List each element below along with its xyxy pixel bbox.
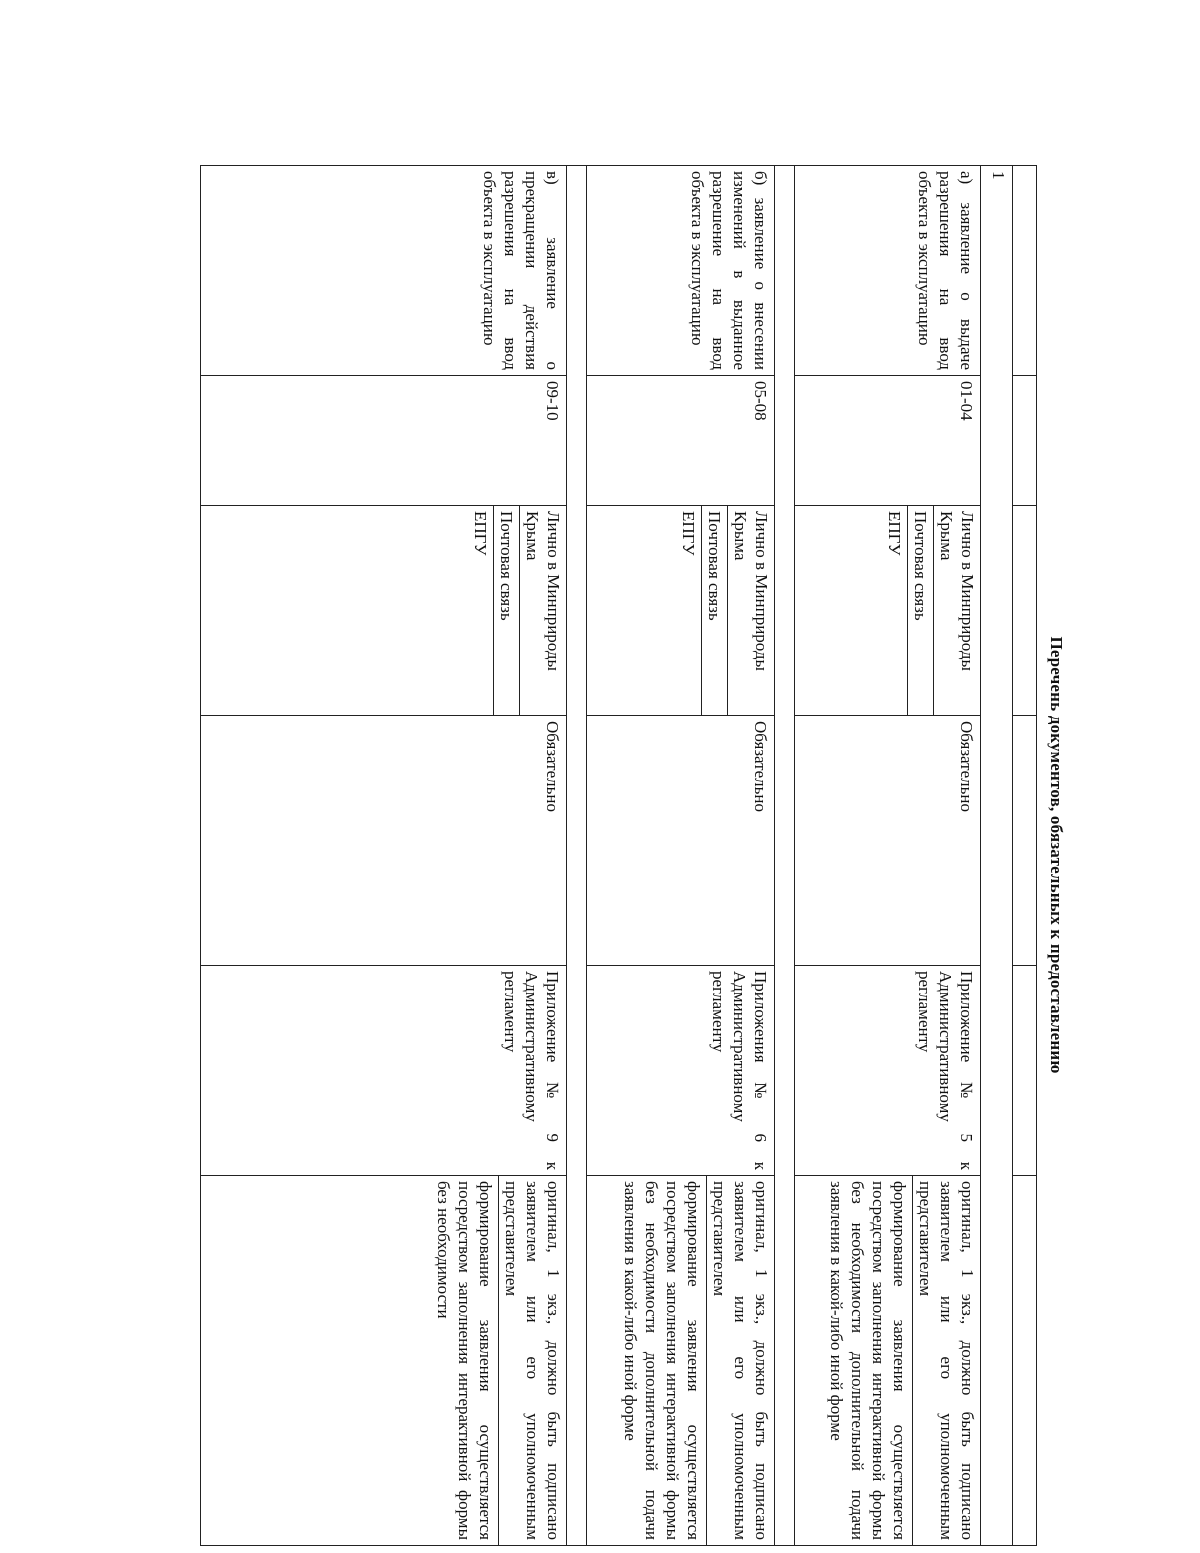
document-name-cell: б) заявление о внесении изменений в выданное разрешение на ввод объекта в эксплуатацию	[587, 166, 775, 376]
channel-item: Лично в Минприроды Крыма	[519, 506, 566, 715]
requirement-text: оригинал, 1 экз., должно быть подписано заявителем или его уполномоченным представителем	[912, 1176, 980, 1545]
requirement-text: формирование заявления осуществляется посредством заполнения интерактивной формы без необходимости дополнительной подачи заявления в какой-либо иной форме	[621, 1181, 703, 1540]
document-name-cell: а) заявление о выдаче разрешения на ввод объекта в эксплуатацию	[795, 166, 981, 376]
requirements-cell	[795, 1176, 981, 1546]
form-reference-cell: Приложение № 5 к Административному регламенту	[795, 966, 981, 1176]
table-row	[201, 166, 567, 1546]
requirement-text: оригинал, 1 экз., должно быть подписано заявителем или его уполномоченным представителем	[706, 1176, 774, 1545]
channel-item: ЕПГУ	[679, 511, 698, 556]
documents-table	[200, 165, 1037, 1546]
requirement-text: формирование заявления осуществляется посредством заполнения интерактивной формы без необходимости	[434, 1181, 495, 1540]
table-row	[775, 166, 795, 1546]
codes-cell: 01-04	[795, 376, 981, 506]
requirement-text: формирование заявления осуществляется посредством заполнения интерактивной формы без необходимости дополнительной подачи заявления в какой-либо иной форме	[827, 1181, 909, 1540]
channel-item: Почтовая связь	[701, 506, 727, 715]
rotated-page	[200, 165, 1075, 1545]
form-reference-cell: Приложение № 9 к Административному регламенту	[201, 966, 567, 1176]
table-row	[567, 166, 587, 1546]
requirement-text: оригинал, 1 экз., должно быть подписано заявителем или его уполномоченным представителем	[498, 1176, 566, 1545]
channels-cell	[795, 506, 981, 716]
codes-cell: 09-10	[201, 376, 567, 506]
table-row	[587, 166, 775, 1546]
form-reference-cell: Приложения № 6 к Административному регламенту	[587, 966, 775, 1176]
document-name-cell: в) заявление о прекращении действия разрешения на ввод объекта в эксплуатацию	[201, 166, 567, 376]
requirement-cell: Обязательно	[201, 716, 567, 966]
channel-item: Почтовая связь	[493, 506, 519, 715]
channel-item: ЕПГУ	[885, 511, 904, 556]
codes-cell: 05-08	[587, 376, 775, 506]
table-header-row	[1013, 166, 1037, 1546]
channel-item: Почтовая связь	[907, 506, 933, 715]
table-row	[795, 166, 981, 1546]
channel-item: Лично в Минприроды Крыма	[933, 506, 980, 715]
page-title: Перечень документов, обязательных к предоставлению	[1047, 636, 1066, 1074]
requirements-cell	[201, 1176, 567, 1546]
table-row	[981, 166, 1013, 1546]
channel-item: Лично в Минприроды Крыма	[727, 506, 774, 715]
channels-cell	[201, 506, 567, 716]
row-number-cell: 1	[981, 166, 1013, 1546]
requirements-cell	[587, 1176, 775, 1546]
requirement-cell: Обязательно	[587, 716, 775, 966]
channels-cell	[587, 506, 775, 716]
channel-item: ЕПГУ	[471, 511, 490, 556]
requirement-cell: Обязательно	[795, 716, 981, 966]
